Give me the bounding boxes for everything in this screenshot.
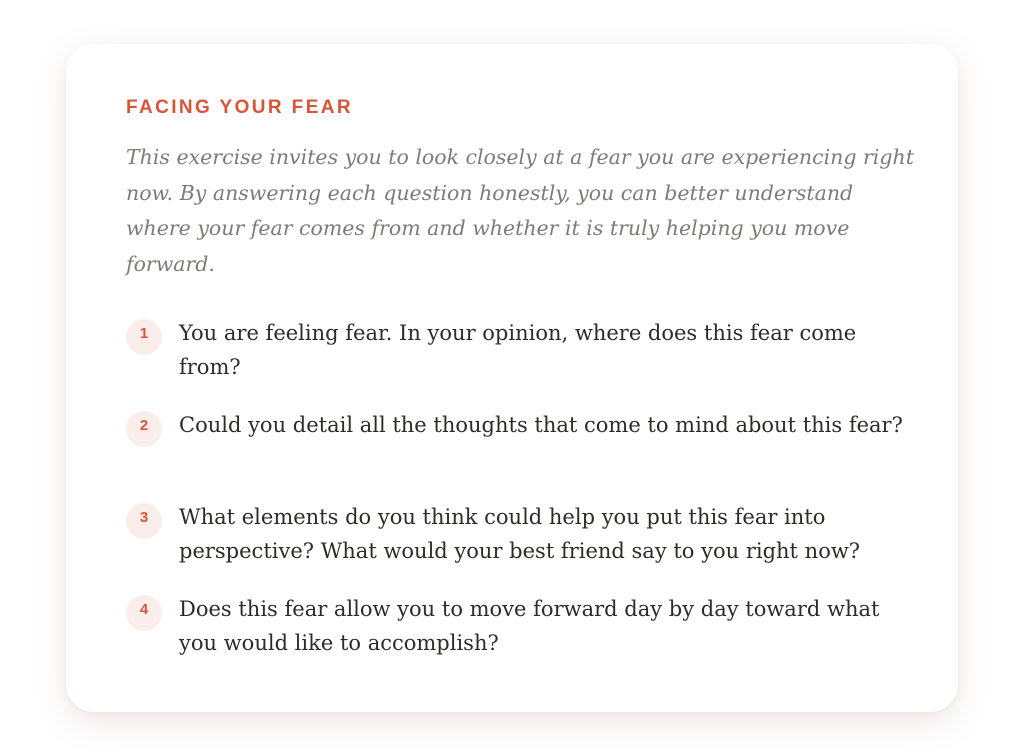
- question-text: Could you detail all the thoughts that come to mind about this fear?: [179, 413, 903, 437]
- question-number-badge: 2: [126, 411, 162, 447]
- question-item-2: [126, 408, 906, 478]
- question-number-badge: 1: [126, 319, 162, 355]
- exercise-card: [66, 44, 958, 712]
- question-text: Does this fear allow you to move forward day by day toward what you would like to accomplish?: [179, 597, 880, 655]
- question-item-3: [126, 500, 906, 570]
- question-number-badge: 3: [126, 503, 162, 539]
- intro-paragraph: This exercise invites you to look closely at a fear you are experiencing right now. By answering each question honestly, you can better understand where your fear comes from and whether it is truly helping you move forward.: [126, 145, 914, 276]
- question-number-badge: 4: [126, 595, 162, 631]
- question-item-1: [126, 316, 906, 386]
- question-list: [126, 316, 906, 684]
- question-text: You are feeling fear. In your opinion, where does this fear come from?: [179, 321, 857, 379]
- question-item-4: [126, 592, 906, 662]
- question-text: What elements do you think could help you put this fear into perspective? What would your best friend say to you right now?: [179, 505, 861, 563]
- section-eyebrow-title: FACING YOUR FEAR: [126, 97, 354, 118]
